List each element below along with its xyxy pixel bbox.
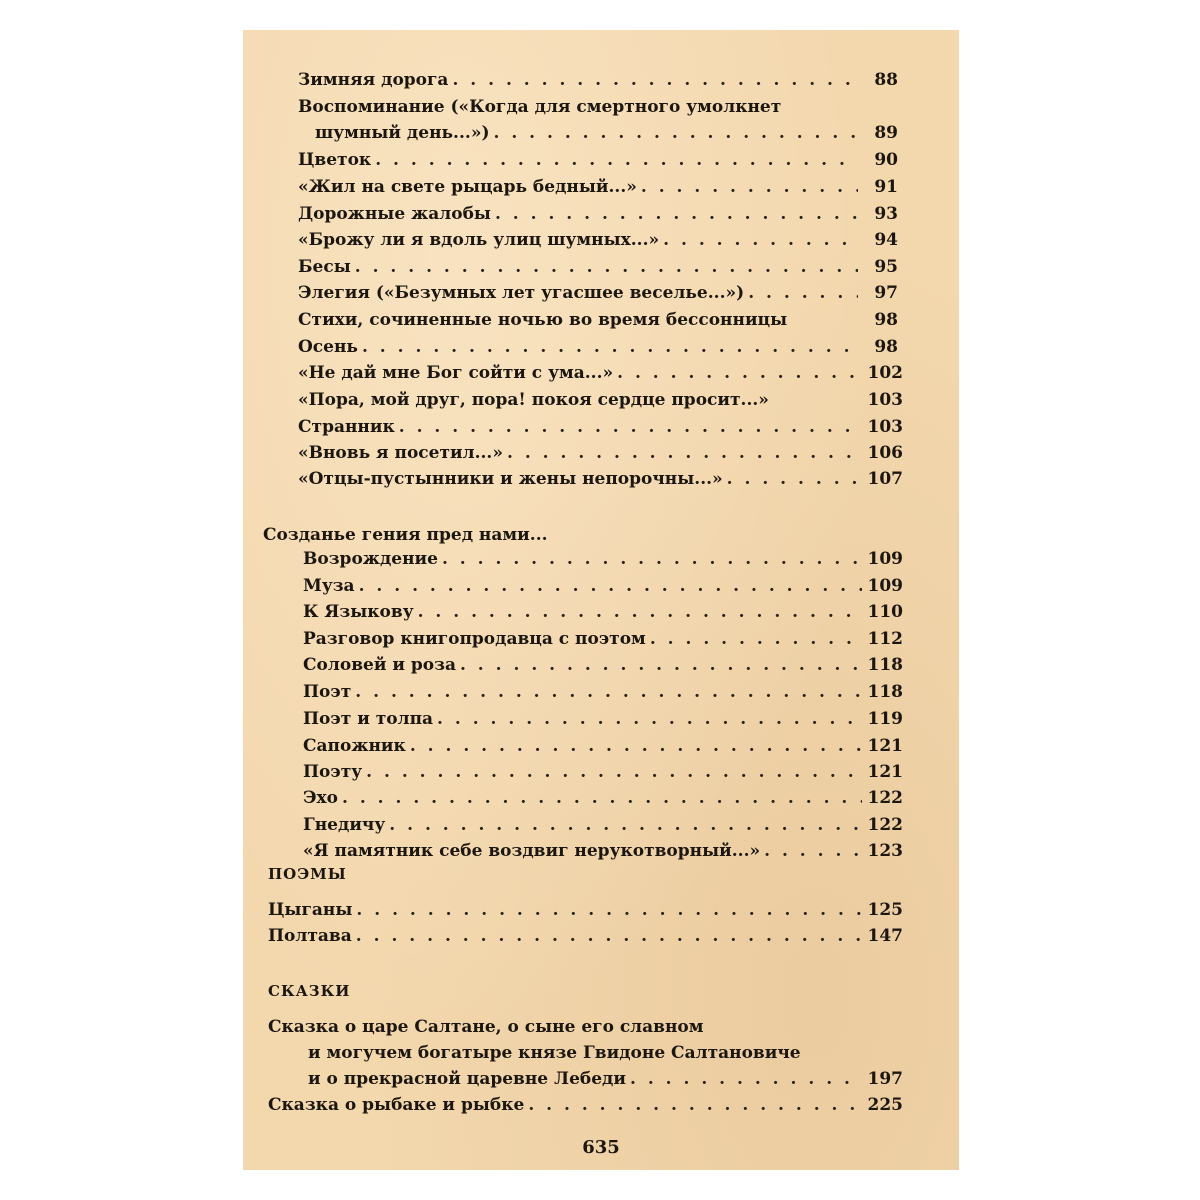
toc-entry-wrap-line: Сказка о царе Салтане, о сыне его славном	[268, 1017, 704, 1037]
toc-entry: К Языкову . . . 110	[303, 601, 903, 623]
toc-entry: «Пора, мой друг, пора! покоя сердце просит...» 103	[298, 390, 903, 410]
toc-entry: Возрождение . . . 109	[303, 548, 903, 570]
section-heading-tales: СКАЗКИ	[268, 982, 351, 1000]
toc-entry: Цветок . . . 90	[298, 149, 898, 171]
toc-entry: и о прекрасной царевне Лебеди . . . 197	[308, 1068, 903, 1090]
book-page	[243, 30, 959, 1170]
toc-entry: Бесы . . . 95	[298, 256, 898, 278]
toc-entry: Поэту . . . 121	[303, 761, 903, 783]
toc-entry: Элегия («Безумных лет угасшее веселье...») . . . 97	[298, 282, 898, 304]
toc-entry: Стихи, сочиненные ночью во время бессонницы 98	[298, 310, 898, 330]
toc-entry-wrap-line: и могучем богатыре князе Гвидоне Салтановиче	[308, 1043, 801, 1063]
toc-entry: Дорожные жалобы . . . 93	[298, 203, 898, 225]
toc-entry: Эхо . . . 122	[303, 787, 903, 809]
toc-entry: Зимняя дорога . . . 88	[298, 69, 898, 91]
toc-entry: «Отцы-пустынники и жены непорочны...» . . . 107	[298, 468, 903, 490]
section-title: Созданье гения пред нами...	[263, 525, 548, 545]
toc-entry: Полтава . . . 147	[268, 925, 903, 947]
toc-entry: «Брожу ли я вдоль улиц шумных...» . . . 94	[298, 229, 898, 251]
toc-entry: Сапожник . . . 121	[303, 735, 903, 757]
toc-entry: Цыганы . . . 125	[268, 899, 903, 921]
toc-entry: «Жил на свете рыцарь бедный...» . . . 91	[298, 176, 898, 198]
page-number: 635	[582, 1137, 620, 1158]
toc-entry: Гнедичу . . . 122	[303, 814, 903, 836]
toc-entry: Муза . . . 109	[303, 575, 903, 597]
toc-entry: «Я памятник себе воздвиг нерукотворный...» . . . 123	[303, 840, 903, 862]
section-heading-poems: ПОЭМЫ	[268, 865, 347, 883]
toc-entry: Сказка о рыбаке и рыбке . . . 225	[268, 1094, 903, 1116]
toc-entry: «Не дай мне Бог сойти с ума...» . . . 102	[298, 362, 903, 384]
toc-entry: Соловей и роза . . . 118	[303, 654, 903, 676]
toc-entry: «Вновь я посетил...» . . . 106	[298, 442, 903, 464]
toc-entry-wrap-line: Воспоминание («Когда для смертного умолкнет	[298, 97, 782, 117]
toc-entry: Поэт и толпа . . . 119	[303, 708, 903, 730]
toc-entry: Разговор книгопродавца с поэтом . . . 112	[303, 628, 903, 650]
toc-entry: Осень . . . 98	[298, 336, 898, 358]
toc-entry: Поэт . . . 118	[303, 681, 903, 703]
toc-entry: Странник . . . 103	[298, 416, 903, 438]
toc-entry: шумный день...») . . . 89	[315, 122, 898, 144]
